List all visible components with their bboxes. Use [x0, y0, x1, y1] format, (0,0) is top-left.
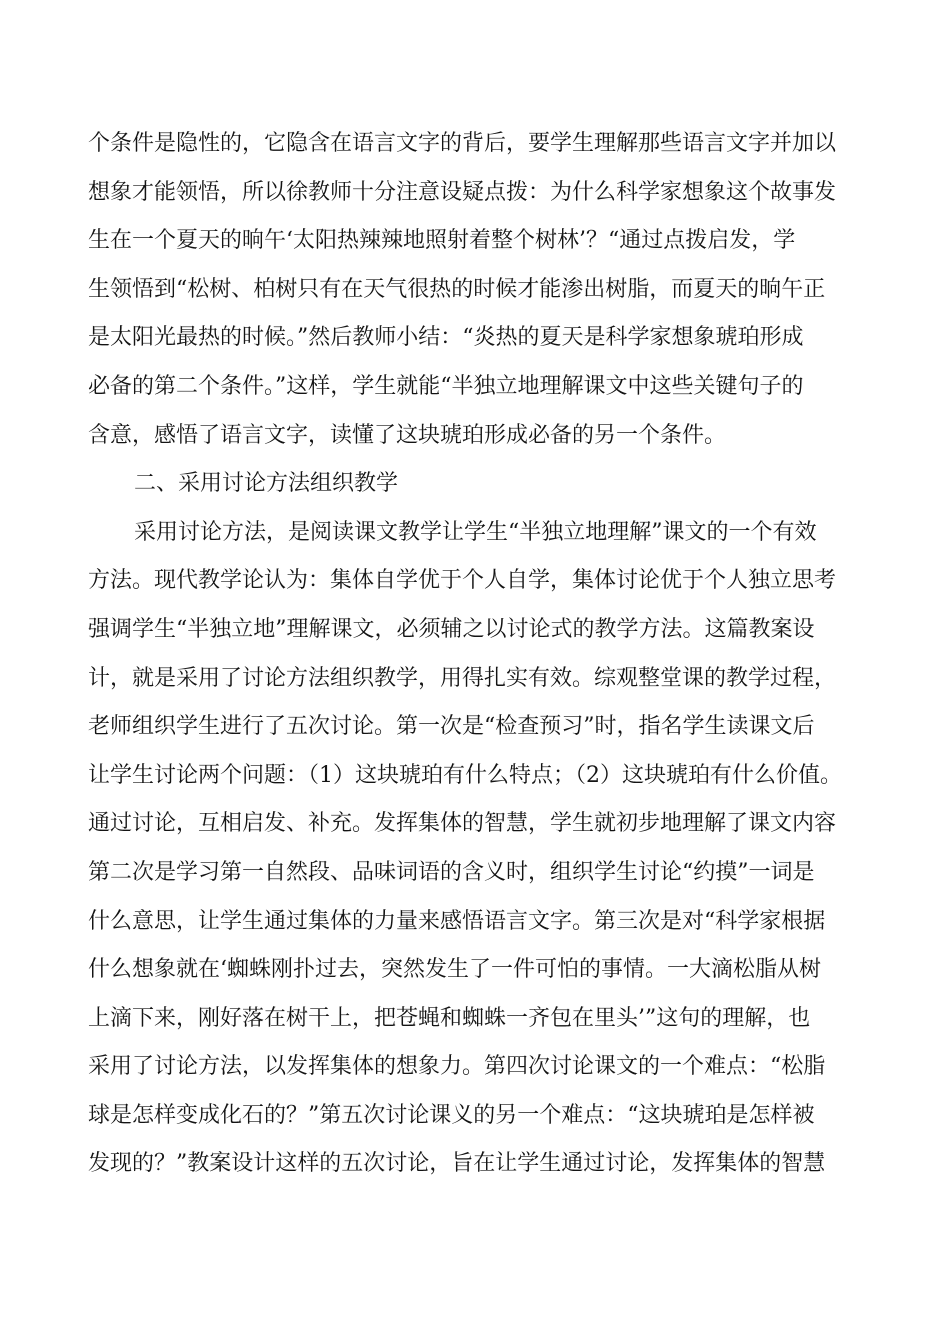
- text-line-6: 必备的第二个条件。”这样，学生就能“半独立地理解课文中这些关键句子的: [88, 373, 804, 399]
- text-line-21: 球是怎样变成化石的？”第五次讨论课义的另一个难点：“这块琥珀是怎样被: [88, 1102, 815, 1128]
- text-line-13: 老师组织学生进行了五次讨论。第一次是“检查预习”时，指名学生读课文后: [88, 714, 815, 740]
- text-line-5: 是太阳光最热的时候。”然后教师小结：“炎热的夏天是科学家想象琥珀形成: [88, 325, 804, 351]
- text-line-14: 让学生讨论两个问题：（1）这块琥珀有什么特点；（2）这块琥珀有什么价值。: [88, 762, 842, 788]
- text-line-17: 什么意思，让学生通过集体的力量来感悟语言文字。第三次是对“科学家根据: [88, 908, 826, 934]
- text-line-9: 采用讨论方法，是阅读课文教学让学生“半独立地理解”课文的一个有效: [134, 519, 817, 545]
- text-line-19: 上滴下来，刚好落在树干上，把苍蝇和蜘蛛一齐包在里头’”这句的理解，也: [88, 1005, 811, 1031]
- text-line-10: 方法。现代教学论认为：集体自学优于个人自学，集体讨论优于个人独立思考: [88, 568, 837, 594]
- text-line-7: 含意，感悟了语言文字，读懂了这块琥珀形成必备的另一个条件。: [88, 422, 727, 448]
- section-heading: 二、采用讨论方法组织教学: [134, 471, 399, 497]
- text-line-2: 想象才能领悟，所以徐教师十分注意设疑点拨：为什么科学家想象这个故事发: [88, 179, 837, 205]
- text-line-18: 什么想象就在‘蜘蛛刚扑过去，突然发生了一件可怕的事情。一大滴松脂从树: [88, 957, 821, 983]
- text-line-4: 生领悟到“松树、柏树只有在天气很热的时候才能渗出树脂，而夏天的晌午正: [88, 276, 826, 302]
- text-line-11: 强调学生“半独立地”理解课文，必须辅之以讨论式的教学方法。这篇教案设: [88, 616, 815, 642]
- text-line-1: 个条件是隐性的，它隐含在语言文字的背后，要学生理解那些语言文字并加以: [88, 131, 837, 156]
- text-line-3: 生在一个夏天的晌午‘太阳热辣辣地照射着整个树林’？“通过点拨启发，学: [88, 228, 796, 254]
- document-body: [88, 120, 878, 1189]
- text-line-22: 发现的？”教案设计这样的五次讨论，旨在让学生通过讨论，发挥集体的智慧: [88, 1151, 826, 1177]
- text-line-20: 采用了讨论方法，以发挥集体的想象力。第四次讨论课文的一个难点：“松脂: [88, 1054, 826, 1080]
- text-line-12: 计，就是采用了讨论方法组织教学，用得扎实有效。综观整堂课的教学过程，: [88, 665, 837, 691]
- text-line-16: 第二次是学习第一自然段、品味词语的含义时，组织学生讨论“约摸”一词是: [88, 859, 815, 885]
- text-line-15: 通过讨论，互相启发、补充。发挥集体的智慧，学生就初步地理解了课文内容: [88, 811, 837, 837]
